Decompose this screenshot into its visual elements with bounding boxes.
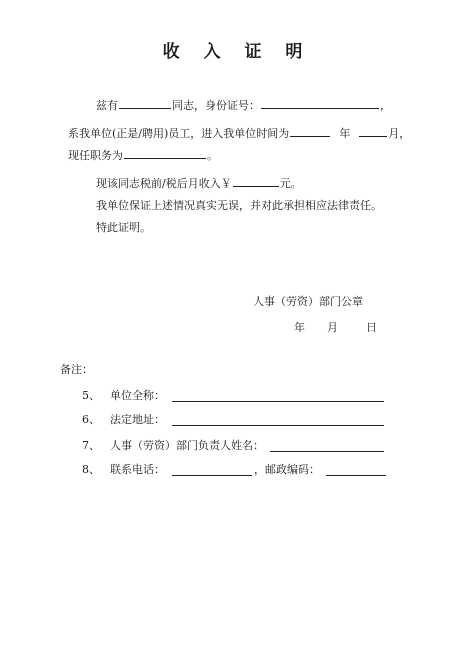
company-name-line: [172, 401, 384, 402]
paragraph-line-1: [96, 98, 391, 111]
paragraph-line-2: [68, 126, 410, 139]
paragraph-line-4: [96, 176, 302, 189]
entry-year-blank: [290, 126, 330, 137]
note-7-number: 7、: [82, 439, 100, 452]
note-6-label: 法定地址：: [110, 413, 165, 426]
paragraph-line-3: [68, 148, 218, 161]
line2-month: 月，: [388, 127, 411, 140]
income-blank: [233, 176, 279, 187]
postcode-line: [326, 475, 386, 476]
entry-month-blank: [359, 126, 387, 137]
seal-department: 人事（劳资）部门公章: [253, 295, 363, 308]
hr-manager-name-line: [270, 451, 384, 452]
note-5-label: 单位全称：: [110, 389, 165, 402]
legal-address-line: [172, 425, 384, 426]
line3-prefix: 现任职务为: [68, 149, 123, 162]
line4-end: 元。: [279, 177, 302, 190]
line2-prefix: 系我单位(正是/聘用)员工，进入我单位时间为: [68, 127, 290, 140]
line1-end: ，: [380, 99, 391, 112]
notes-label: 备注：: [60, 363, 93, 376]
line1-prefix: 兹有: [96, 99, 118, 112]
seal-month: 月: [327, 321, 338, 334]
note-8-number: 8、: [82, 463, 100, 476]
line3-end: 。: [207, 149, 218, 162]
document-title: 收 入 证 明: [162, 42, 312, 62]
note-6-number: 6、: [82, 413, 100, 426]
position-blank: [124, 148, 206, 159]
note-7-label: 人事（劳资）部门负责人姓名：: [110, 439, 264, 452]
paragraph-line-6: 特此证明。: [96, 221, 151, 234]
note-5-number: 5、: [82, 389, 100, 402]
line4-prefix: 现该同志税前/税后月收入￥: [96, 177, 232, 190]
note-8-postcode-label: ，邮政编码：: [254, 463, 320, 476]
line2-year: 年: [339, 127, 351, 140]
seal-day: 日: [366, 321, 377, 334]
note-8-label: 联系电话：: [110, 463, 165, 476]
seal-year: 年: [294, 321, 305, 334]
phone-line: [172, 475, 252, 476]
line1-mid: 同志，身份证号：: [172, 99, 260, 112]
name-blank: [119, 98, 171, 109]
paragraph-line-5: 我单位保证上述情况真实无误，并对此承担相应法律责任。: [96, 199, 382, 212]
id-number-blank: [261, 98, 379, 109]
